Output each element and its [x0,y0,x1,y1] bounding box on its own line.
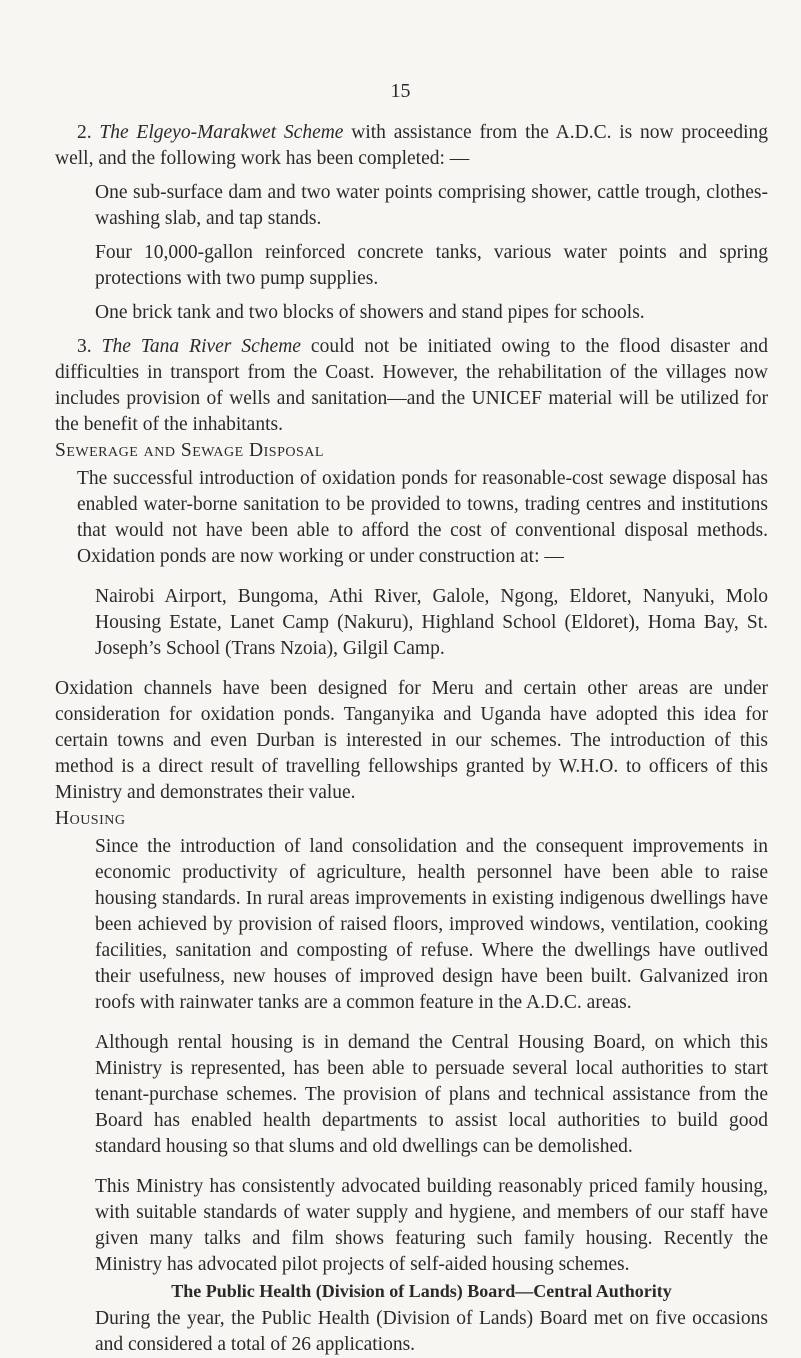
page-content [55,120,768,1358]
elgeyo-item-3: One brick tank and two blocks of showers and stand pipes for schools. [95,302,645,323]
tana-text: could not be initiated owing to the flood disaster and difficulties in transport from the Coast. However, the rehabilitation of the villages now includes provision of wells and sanitation—and the UNICEF material will be utilized for the benefit of the inhabitants. [55,336,769,435]
elgeyo-paragraph [55,120,768,172]
tana-number: 3. [77,336,92,357]
housing-paragraph-3: This Ministry has consistently advocated building reasonably priced family housing, with suitable standards of water supply and hygiene, and members of our staff have given many talks and film shows featuring such family housing. Recently the Ministry has advocated pilot projects of self-aided housing schemes. [95,1176,768,1275]
elgeyo-text: with assistance from the A.D.C. is now proceeding well, and the following work has been completed: — [55,122,768,169]
housing-heading: Housing [55,808,126,829]
page-number: 15 [390,80,411,102]
housing-paragraph-1: Since the introduction of land consolidation and the consequent improvements in economic productivity of agriculture, health personnel have been able to raise housing standards. In rural areas improvements in existing indigenous dwellings have been achieved by provision of raised floors, improved windows, ventilation, cooking facilities, sanitation and composting of refuse. Where the dwellings have outlived their usefulness, new houses of improved design have been built. Galvanized iron roofs with rainwater tanks are a common feature in the A.D.C. areas. [95,836,768,1013]
housing-paragraph-2: Although rental housing is in demand the Central Housing Board, on which this Ministry is represented, has been able to persuade several local authorities to start tenant-purchase schemes. The provision of plans and technical assistance from the Board has enabled health departments to assist local authorities to build good standard housing so that slums and old dwellings can be demolished. [95,1032,768,1157]
board-paragraph: During the year, the Public Health (Division of Lands) Board met on five occasions and considered a total of 26 applications. [95,1308,768,1355]
sewerage-paragraph-1: The successful introduction of oxidation ponds for reasonable-cost sewage disposal has enabled water-borne sanitation to be provided to towns, trading centres and institutions that would not have been able to afford the cost of conventional disposal methods. Oxidation ponds are now working or under construction at: — [77,468,768,567]
elgeyo-item-1: One sub-surface dam and two water points comprising shower, cattle trough, clothes-washing slab, and tap stands. [95,182,768,229]
tana-paragraph [55,334,768,438]
elgeyo-number: 2. [77,122,92,143]
tana-scheme-name: The Tana River Scheme [101,336,301,357]
sewerage-heading: Sewerage and Sewage Disposal [55,440,324,461]
sewerage-paragraph-2: Oxidation channels have been designed for Meru and certain other areas are under consideration for oxidation ponds. Tanganyika and Uganda have adopted this idea for certain towns and even Durban is interested in our schemes. The introduction of this method is a direct result of travelling fellowships granted by W.H.O. to officers of this Ministry and demonstrates their value. [55,678,768,803]
elgeyo-item-2: Four 10,000-gallon reinforced concrete tanks, various water points and spring protections with two pump supplies. [95,242,768,289]
elgeyo-scheme-name: The Elgeyo-Marakwet Scheme [99,122,344,143]
sewerage-locations: Nairobi Airport, Bungoma, Athi River, Galole, Ngong, Eldoret, Nanyuki, Molo Housing Estate, Lanet Camp (Nakuru), Highland School (Eldoret), Homa Bay, St. Joseph’s School (Trans Nzoia), Gilgil Camp. [95,586,768,659]
board-heading: The Public Health (Division of Lands) Board—Central Authority [171,1281,672,1301]
